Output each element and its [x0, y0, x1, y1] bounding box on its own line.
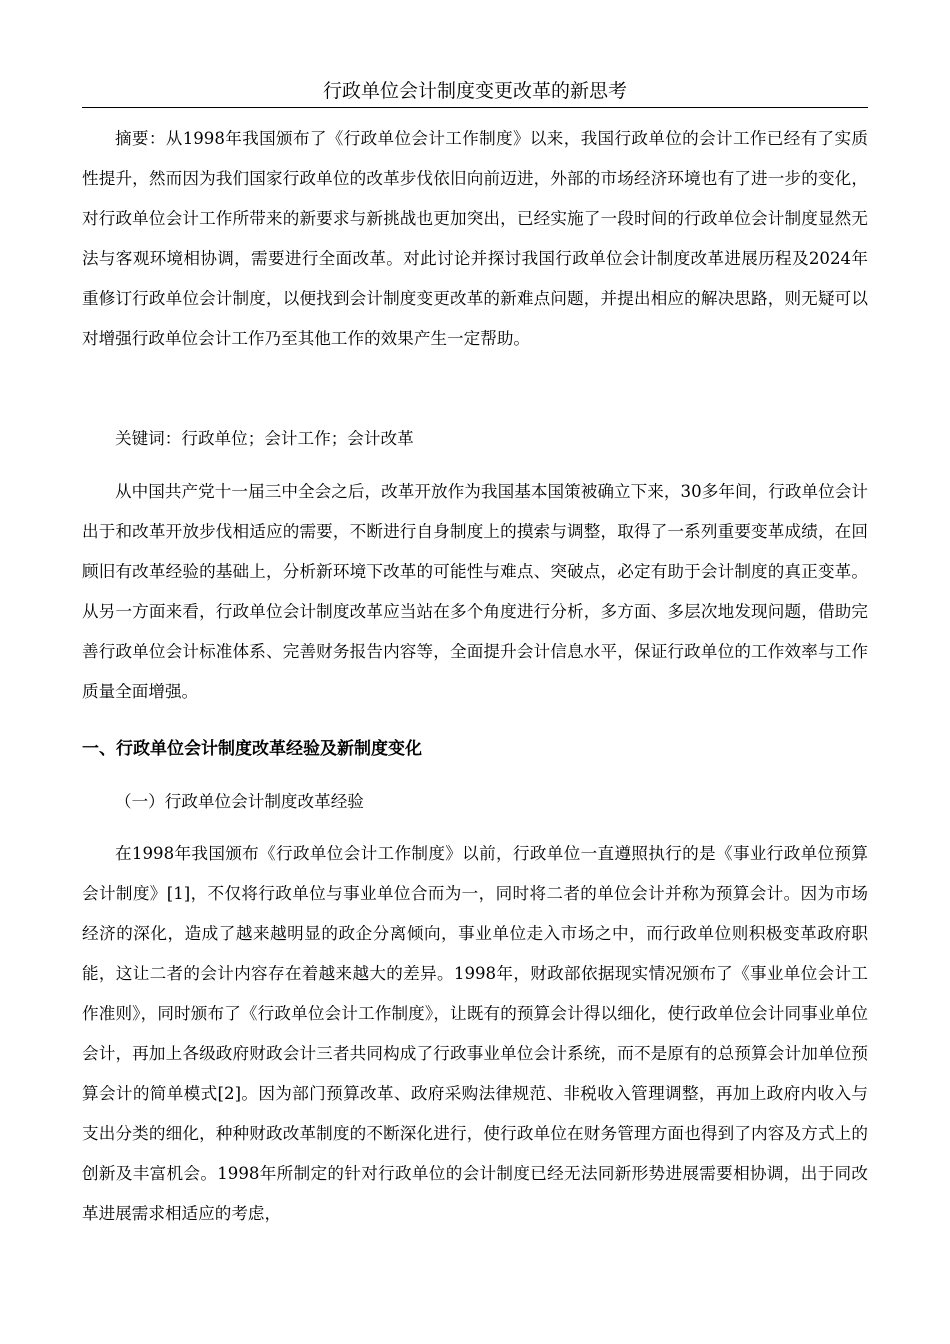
- subsection-heading-1: （一）行政单位会计制度改革经验: [115, 792, 364, 811]
- intro-paragraph: 从中国共产党十一届三中全会之后，改革开放作为我国基本国策被确立下来，30多年间，行政单位会计出于和改革开放步伐相适应的需要，不断进行自身制度上的摸索与调整，取得了一系列重要变革成绩，在回顾旧有改革经验的基础上，分析新环境下改革的可能性与难点、突破点，必定有助于会计制度的真正变革。从另一方面来看，行政单位会计制度改革应当站在多个角度进行分析，多方面、多层次地发现问题，借助完善行政单位会计标准体系、完善财务报告内容等，全面提升会计信息水平，保证行政单位的工作效率与工作质量全面增强。: [82, 482, 868, 701]
- keywords-paragraph: 关键词：行政单位；会计工作；会计改革: [115, 429, 414, 448]
- header-divider: [82, 107, 868, 108]
- document-title: 行政单位会计制度变更改革的新思考: [322, 80, 627, 102]
- section-heading-1: 一、行政单位会计制度改革经验及新制度变化: [82, 739, 422, 759]
- subsection-body-paragraph: 在1998年我国颁布《行政单位会计工作制度》以前，行政单位一直遵照执行的是《事业行政单位预算会计制度》[1]，不仅将行政单位与事业单位合而为一，同时将二者的单位会计并称为预算会计。因为市场经济的深化，造成了越来越明显的政企分离倾向，事业单位走入市场之中，而行政单位则积极变革政府职能，这让二者的会计内容存在着越来越大的差异。1998年，财政部依据现实情况颁布了《事业单位会计工作准则》，同时颁布了《行政单位会计工作制度》，让既有的预算会计得以细化，使行政单位会计同事业单位会计，再加上各级政府财政会计三者共同构成了行政事业单位会计系统，而不是原有的总预算会计加单位预算会计的简单模式[2]。因为部门预算改革、政府采购法律规范、非税收入管理调整，再加上政府内收入与支出分类的细化，种种财政改革制度的不断深化进行，使行政单位在财务管理方面也得到了内容及方式上的创新及丰富机会。1998年所制定的针对行政单位的会计制度已经无法同新形势进展需要相协调，出于同改革进展需求相适应的考虑，: [82, 844, 868, 1223]
- abstract-paragraph: 摘要：从1998年我国颁布了《行政单位会计工作制度》以来，我国行政单位的会计工作已经有了实质性提升，然而因为我们国家行政单位的改革步伐依旧向前迈进，外部的市场经济环境也有了进一步的变化，对行政单位会计工作所带来的新要求与新挑战也更加突出，已经实施了一段时间的行政单位会计制度显然无法与客观环境相协调，需要进行全面改革。对此讨论并探讨我国行政单位会计制度改革进展历程及2024年重修订行政单位会计制度，以便找到会计制度变更改革的新难点问题，并提出相应的解决思路，则无疑可以对增强行政单位会计工作乃至其他工作的效果产生一定帮助。: [82, 129, 868, 348]
